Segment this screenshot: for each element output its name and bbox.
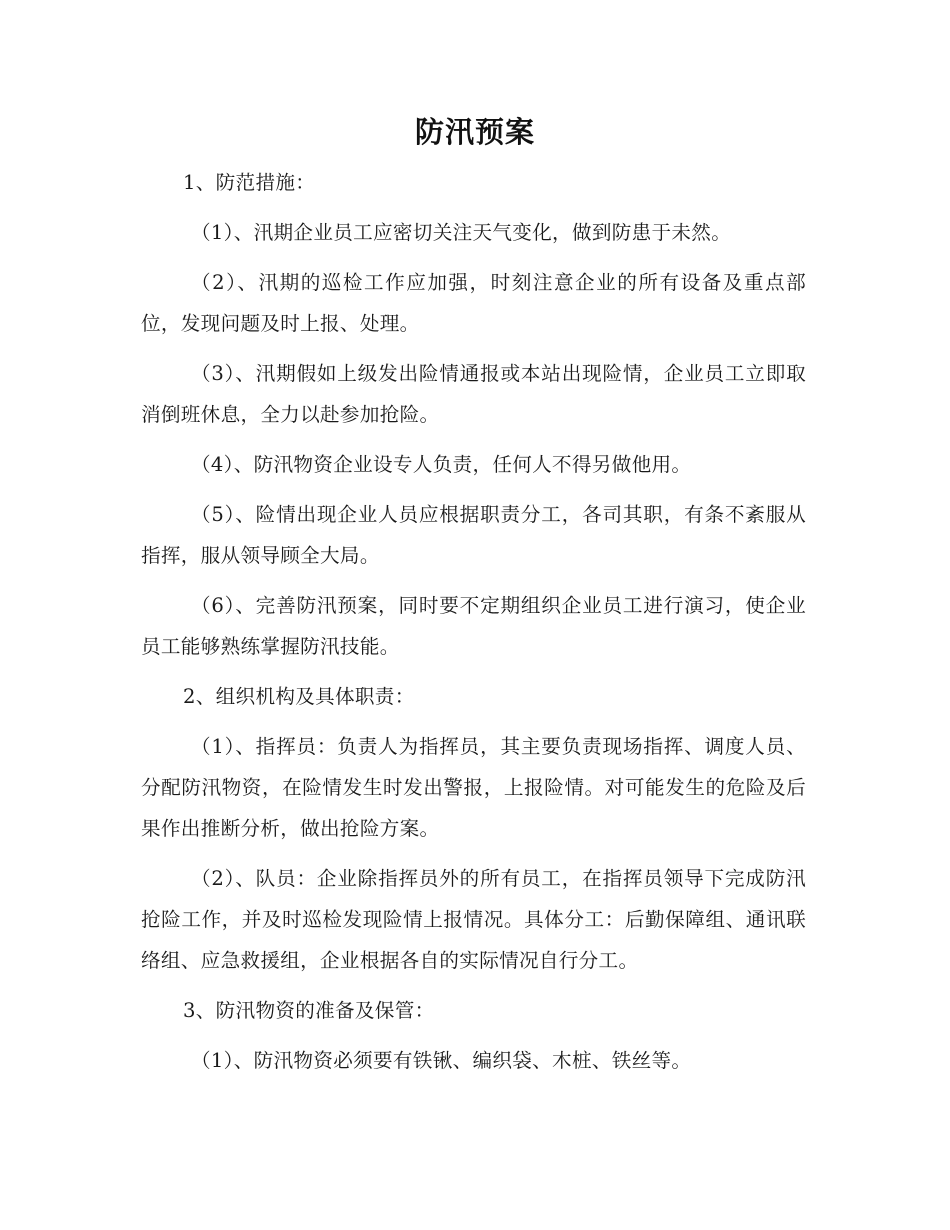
- document-title: 防汛预案: [414, 115, 535, 149]
- paragraph-commander: （1）、指挥员：负责人为指挥员，其主要负责现场指挥、调度人员、分配防汛物资，在险情发生时发出警报，上报险情。对可能发生的危险及后果作出推断分析，做出抢险方案。: [141, 735, 806, 840]
- paragraph-measure-5: （5）、险情出现企业人员应根据职责分工，各司其职，有条不紊服从指挥，服从领导顾全大局。: [141, 503, 806, 567]
- paragraph-measure-6: （6）、完善防汛预案，同时要不定期组织企业员工进行演习，使企业员工能够熟练掌握防汛技能。: [141, 594, 806, 658]
- paragraph-supplies-1: （1）、防汛物资必须要有铁锹、编织袋、木桩、铁丝等。: [191, 1049, 692, 1072]
- section-heading-measures: 1、防范措施：: [183, 171, 316, 194]
- section-heading-supplies: 3、防汛物资的准备及保管：: [183, 999, 435, 1022]
- paragraph-measure-2: （2）、汛期的巡检工作应加强，时刻注意企业的所有设备及重点部位，发现问题及时上报、处理。: [141, 271, 806, 335]
- document-body: [141, 162, 806, 1090]
- section-heading-organization: 2、组织机构及具体职责：: [183, 685, 415, 708]
- paragraph-measure-4: （4）、防汛物资企业设专人负责，任何人不得另做他用。: [191, 453, 692, 476]
- paragraph-measure-1: （1）、汛期企业员工应密切关注天气变化，做到防患于未然。: [191, 221, 732, 244]
- paragraph-team-members: （2）、队员：企业除指挥员外的所有员工，在指挥员领导下完成防汛抢险工作，并及时巡检发现险情上报情况。具体分工：后勤保障组、通讯联络组、应急救援组，企业根据各自的实际情况自行分工。: [141, 867, 806, 972]
- paragraph-measure-3: （3）、汛期假如上级发出险情通报或本站出现险情，企业员工立即取消倒班休息，全力以赴参加抢险。: [141, 362, 806, 426]
